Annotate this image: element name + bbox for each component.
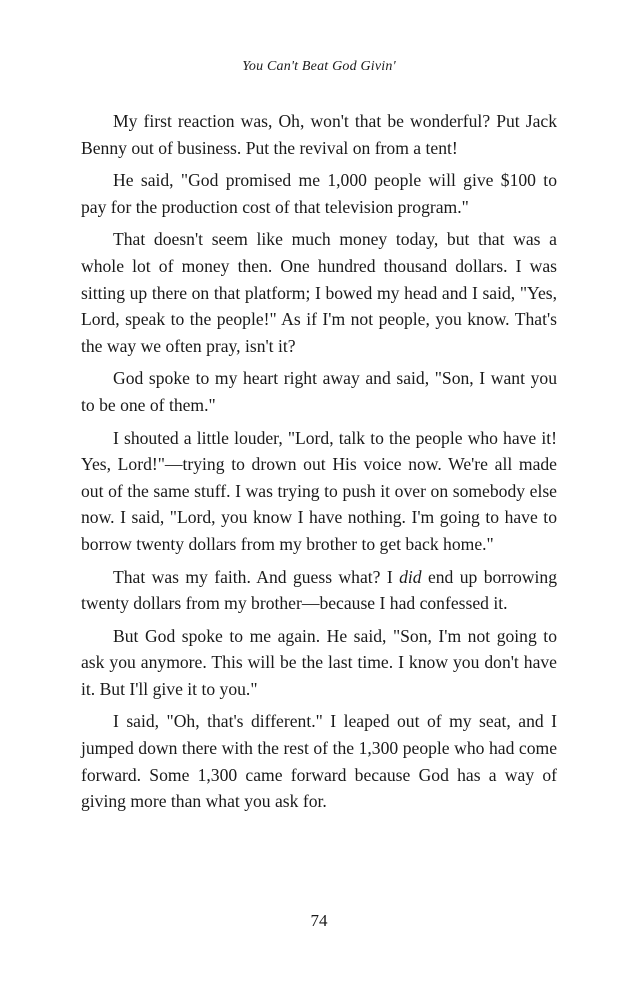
- emphasized-word: did: [399, 566, 422, 587]
- paragraph: [81, 564, 557, 617]
- page-number: 74: [310, 911, 328, 930]
- paragraph-text: end up borrowing twenty dollars from my brother—because I had confessed it.: [81, 566, 557, 614]
- body-text: [81, 108, 557, 815]
- paragraph: God spoke to my heart right away and said, "Son, I want you to be one of them.": [81, 368, 557, 415]
- paragraph: But God spoke to me again. He said, "Son, I'm not going to ask you anymore. This will be the last time. I know you don't have it. But I'll give it to you.": [81, 625, 557, 699]
- paragraph: That doesn't seem like much money today, but that was a whole lot of money then. One hundred thousand dollars. I was sitting up there on that platform; I bowed my head and I said, "Yes, Lord, speak to the people!" As if I'm not people, you know. That's the way we often pray, isn't it?: [81, 229, 557, 356]
- paragraph: My first reaction was, Oh, won't that be wonderful? Put Jack Benny out of business. Put the revival on from a tent!: [81, 111, 557, 158]
- running-header: You Can't Beat God Givin': [242, 59, 396, 74]
- paragraph-text: That was my faith. And guess what? I: [113, 566, 400, 587]
- paragraph: I shouted a little louder, "Lord, talk to the people who have it! Yes, Lord!"—trying to drown out His voice now. We're all made out of the same stuff. I was trying to push it over on somebody else now. I said, "Lord, you know I have nothing. I'm going to have to borrow twenty dollars from my brother to get back home.": [81, 427, 557, 554]
- paragraph: He said, "God promised me 1,000 people will give $100 to pay for the production cost of that television program.": [81, 170, 557, 217]
- paragraph: I said, "Oh, that's different." I leaped out of my seat, and I jumped down there with the rest of the 1,300 people who had come forward. Some 1,300 came forward because God has a way of giving more than what you ask for.: [81, 711, 557, 812]
